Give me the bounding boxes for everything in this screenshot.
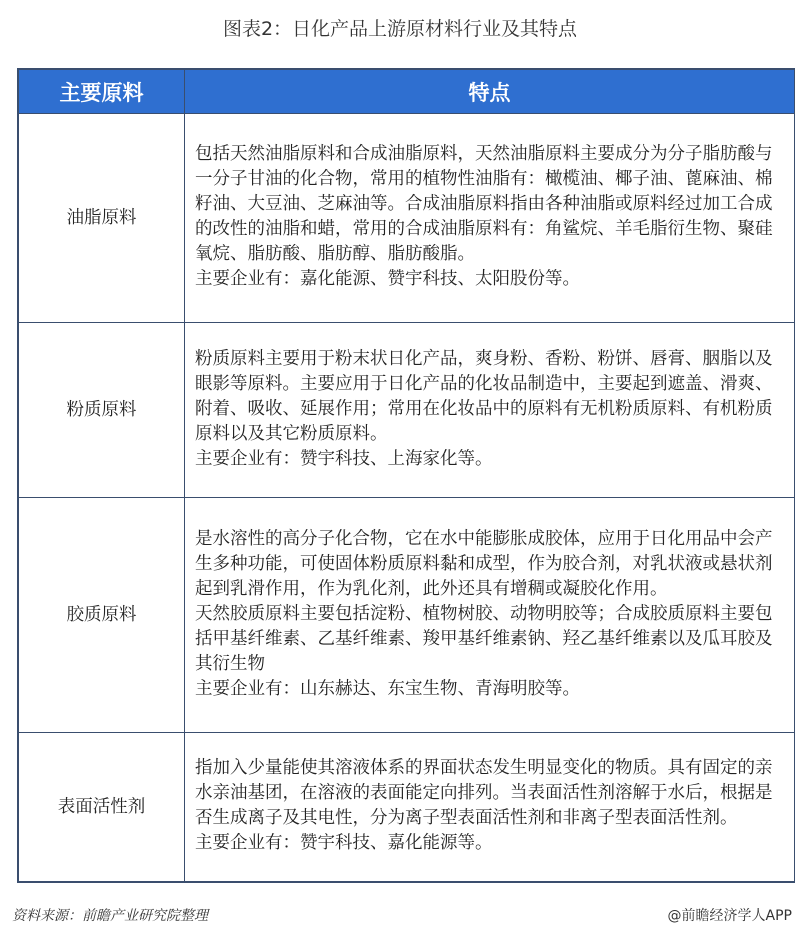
feature-paragraph: 粉质原料主要用于粉末状日化产品，爽身粉、香粉、粉饼、唇膏、胭脂以及眼影等原料。主要应用于日化产品的化妆品制造中，主要起到遮盖、滑爽、附着、吸收、延展作用；常用在化妆品中的原料有无机粉质原料、有机粉质原料以及其它粉质原料。 bbox=[195, 348, 773, 444]
material-cell: 粉质原料 bbox=[19, 323, 185, 498]
table-row bbox=[19, 114, 795, 323]
company-paragraph: 主要企业有：赞宇科技、上海家化等。 bbox=[195, 448, 493, 469]
feature-paragraph: 包括天然油脂原料和合成油脂原料，天然油脂原料主要成分为分子脂肪酸与一分子甘油的化合物，常用的植物性油脂有：橄榄油、椰子油、蓖麻油、棉籽油、大豆油、芝麻油等。合成油脂原料指由各种油脂或原料经过加工合成的改性的油脂和蜡，常用的合成油脂原料有：角鲨烷、羊毛脂衍生物、聚硅氧烷、脂肪酸、脂肪醇、脂肪酸脂。 bbox=[195, 144, 773, 264]
feature-paragraph: 是水溶性的高分子化合物，它在水中能膨胀成胶体，应用于日化用品中会产生多种功能，可使固体粉质原料黏和成型，作为胶合剂，对乳状液或悬状剂起到乳滑作用，作为乳化剂，此外还具有增稠或凝胶化作用。 bbox=[195, 528, 773, 599]
table-header-row bbox=[19, 70, 795, 114]
feature-paragraph: 指加入少量能使其溶液体系的界面状态发生明显变化的物质。具有固定的亲水亲油基团，在溶液的表面能定向排列。当表面活性剂溶解于水后，根据是否生成离子及其电性，分为离子型表面活性剂和非离子型表面活性剂。 bbox=[195, 758, 773, 828]
company-paragraph: 主要企业有：山东赫达、东宝生物、青海明胶等。 bbox=[195, 678, 580, 699]
header-features: 特点 bbox=[185, 70, 795, 114]
brand-credit: @前瞻经济学人APP bbox=[667, 908, 792, 924]
materials-table bbox=[18, 69, 795, 882]
table-row bbox=[19, 323, 795, 498]
page-title: 图表2：日化产品上游原材料行业及其特点 bbox=[222, 18, 578, 40]
header-material: 主要原料 bbox=[19, 70, 185, 114]
material-cell: 表面活性剂 bbox=[19, 733, 185, 882]
material-cell: 胶质原料 bbox=[19, 498, 185, 733]
materials-table-container bbox=[17, 68, 795, 883]
company-paragraph: 主要企业有：赞宇科技、嘉化能源等。 bbox=[195, 833, 493, 853]
company-paragraph: 主要企业有：嘉化能源、赞宇科技、太阳股份等。 bbox=[195, 269, 580, 289]
features-cell bbox=[185, 114, 795, 323]
table-row bbox=[19, 498, 795, 733]
feature-paragraph: 天然胶质原料主要包括淀粉、植物树胶、动物明胶等；合成胶质原料主要包括甲基纤维素、乙基纤维素、羧甲基纤维素钠、羟乙基纤维素以及瓜耳胶及其衍生物 bbox=[195, 603, 773, 674]
material-cell: 油脂原料 bbox=[19, 114, 185, 323]
table-row bbox=[19, 733, 795, 882]
features-cell bbox=[185, 733, 795, 882]
features-cell bbox=[185, 498, 795, 733]
features-cell bbox=[185, 323, 795, 498]
source-note: 资料来源：前瞻产业研究院整理 bbox=[12, 908, 208, 924]
